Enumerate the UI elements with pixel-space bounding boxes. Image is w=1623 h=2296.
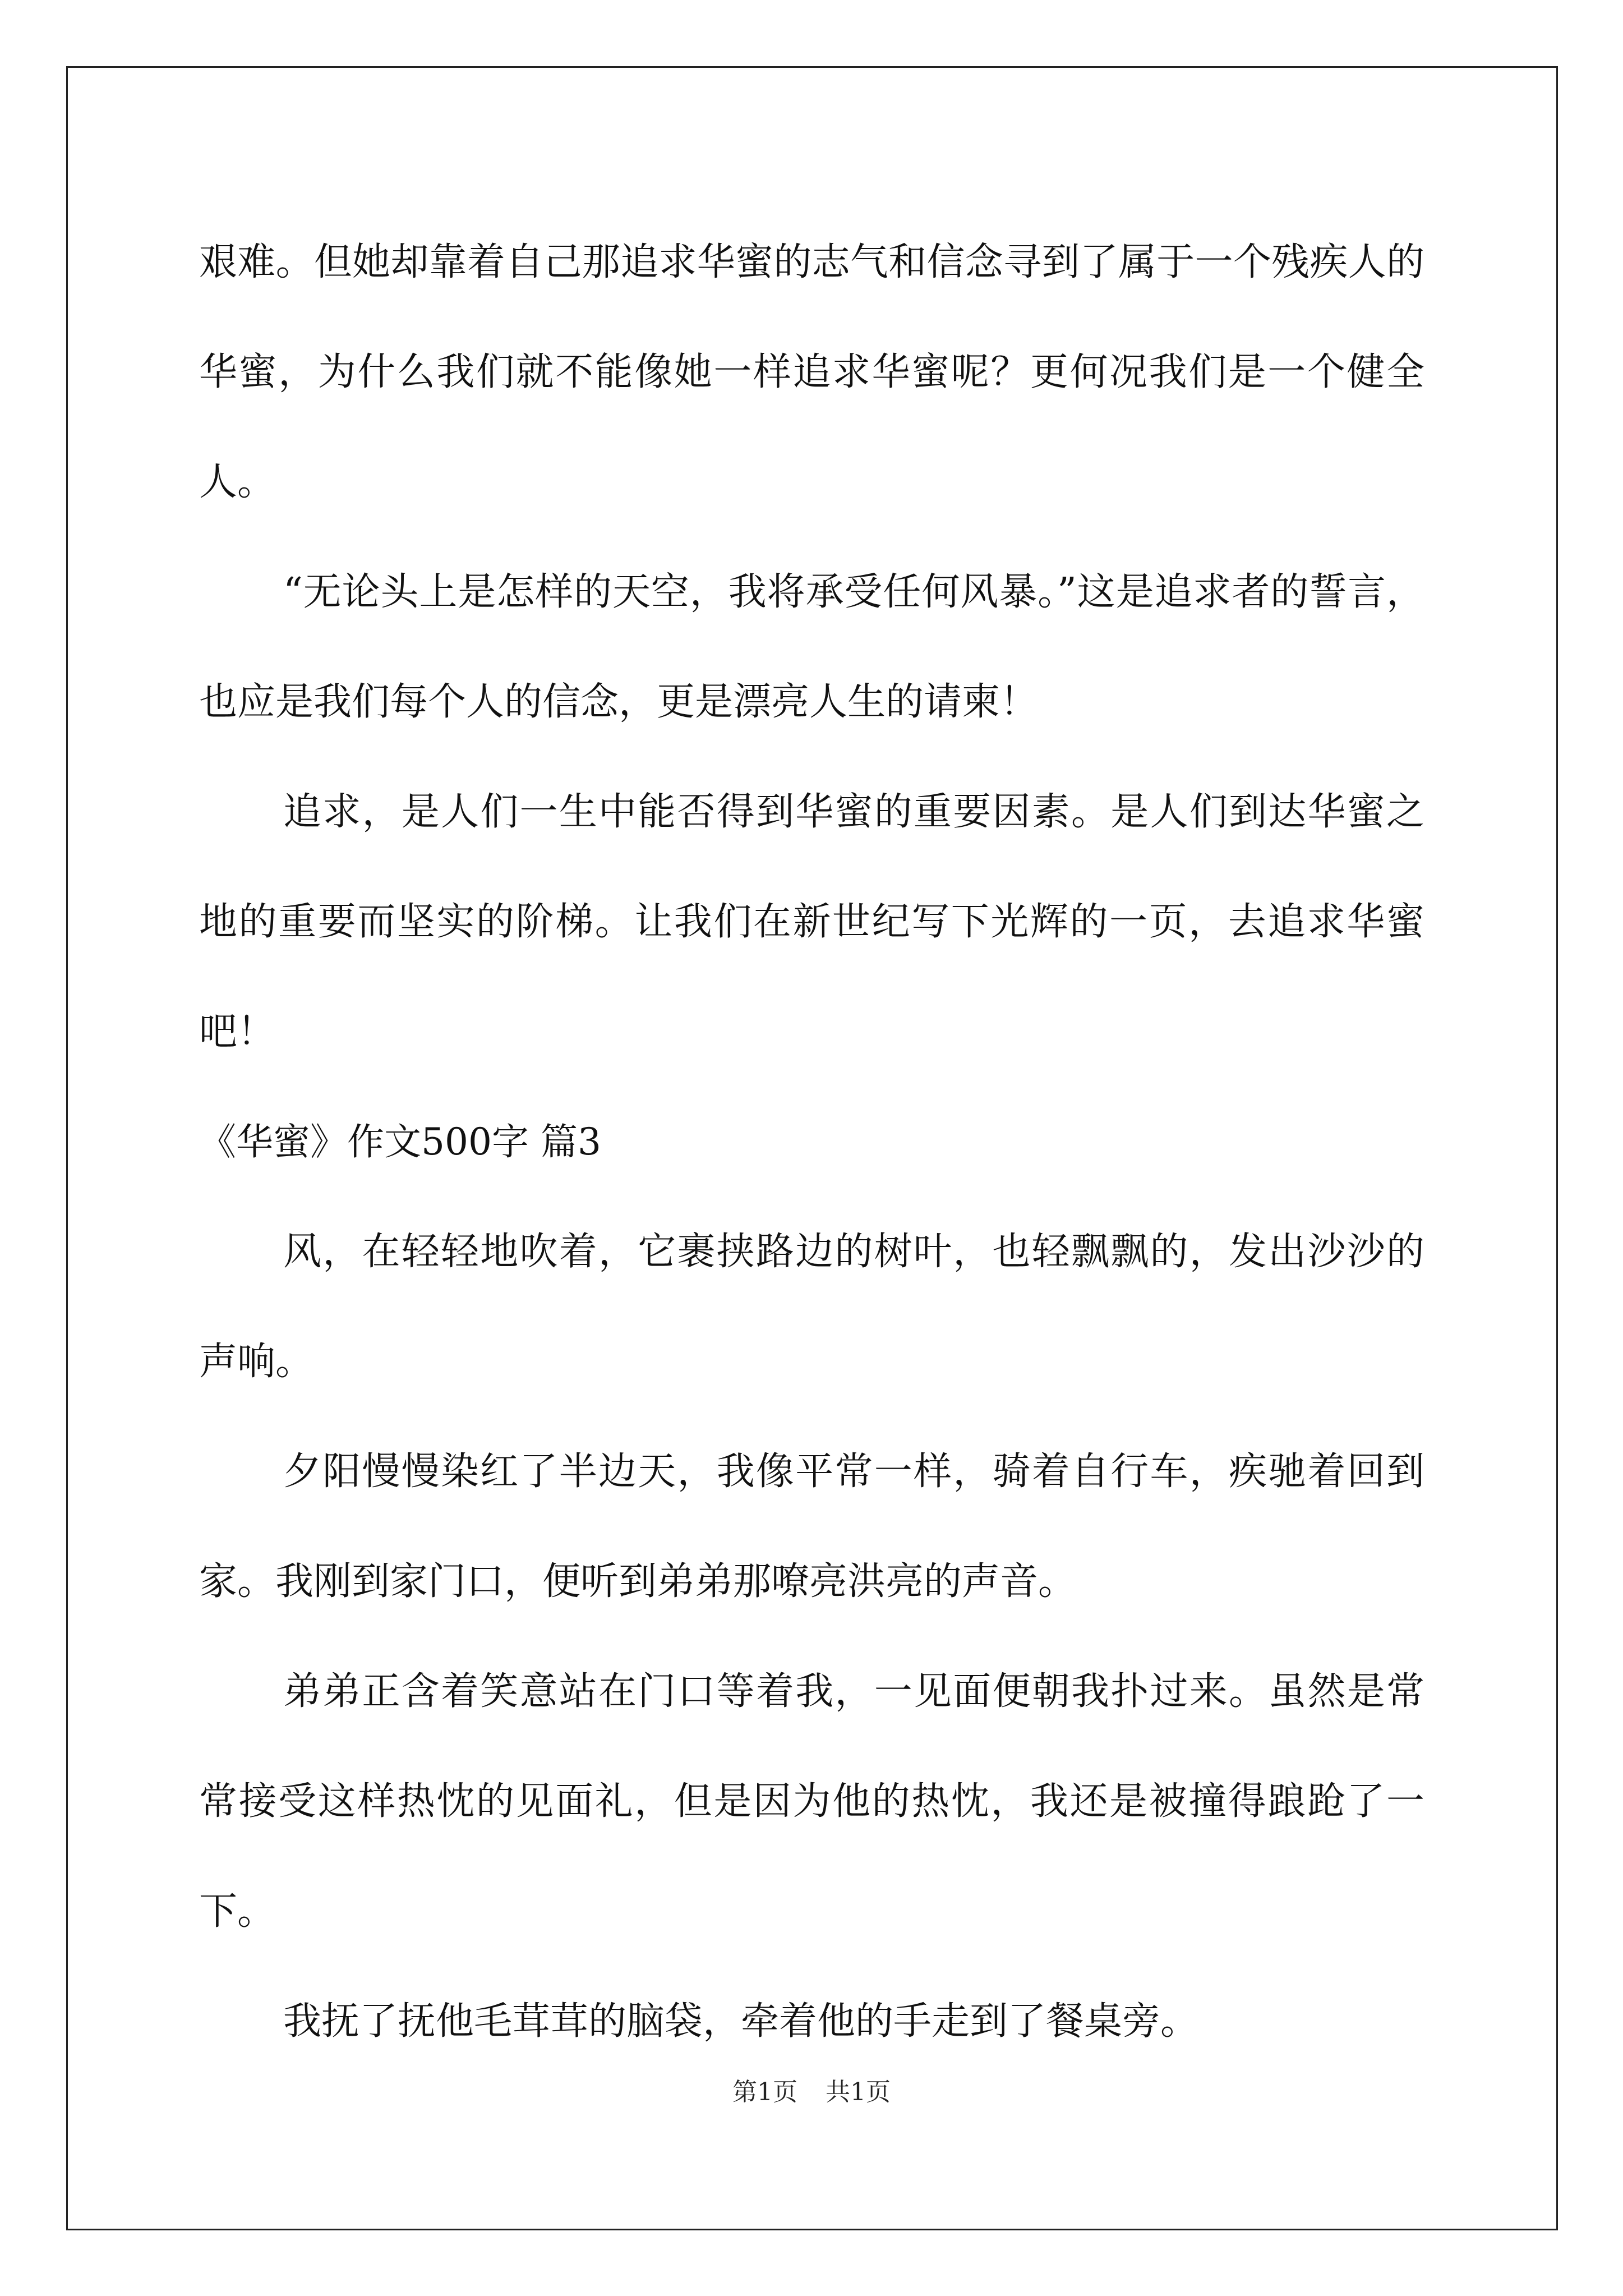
paragraph-quote: “无论头上是怎样的天空，我将承受任何风暴。”这是追求者的誓言，也应是我们每个人的信念，更是漂亮人生的请柬！ [199,570,1424,724]
page-footer [0,2076,1623,2109]
page-total: 共1页 [826,2078,891,2106]
page-number: 第1页 [732,2078,797,2106]
paragraph-continued: 艰难。但她却靠着自己那追求华蜜的志气和信念寻到了属于一个残疾人的华蜜，为什么我们就不能像她一样追求华蜜呢？更何况我们是一个健全人。 [199,240,1424,504]
paragraph-sunset: 夕阳慢慢染红了半边天，我像平常一样，骑着自行车，疾驰着回到家。我刚到家门口，便听到弟弟那嘹亮洪亮的声音。 [199,1450,1424,1604]
paragraph-conclusion: 追求，是人们一生中能否得到华蜜的重要因素。是人们到达华蜜之地的重要而坚实的阶梯。让我们在新世纪写下光辉的一页，去追求华蜜吧！ [199,790,1424,1054]
paragraph-wind: 风，在轻轻地吹着，它裹挟路边的树叶，也轻飘飘的，发出沙沙的声响。 [199,1230,1424,1384]
document-body [199,208,1424,2077]
section-heading: 《华蜜》作文500字 篇3 [199,1120,601,1163]
paragraph-table: 我抚了抚他毛茸茸的脑袋，牵着他的手走到了餐桌旁。 [283,1999,1199,2044]
paragraph-brother: 弟弟正含着笑意站在门口等着我，一见面便朝我扑过来。虽然是常常接受这样热忱的见面礼，但是因为他的热忱，我还是被撞得踉跄了一下。 [199,1669,1424,1934]
